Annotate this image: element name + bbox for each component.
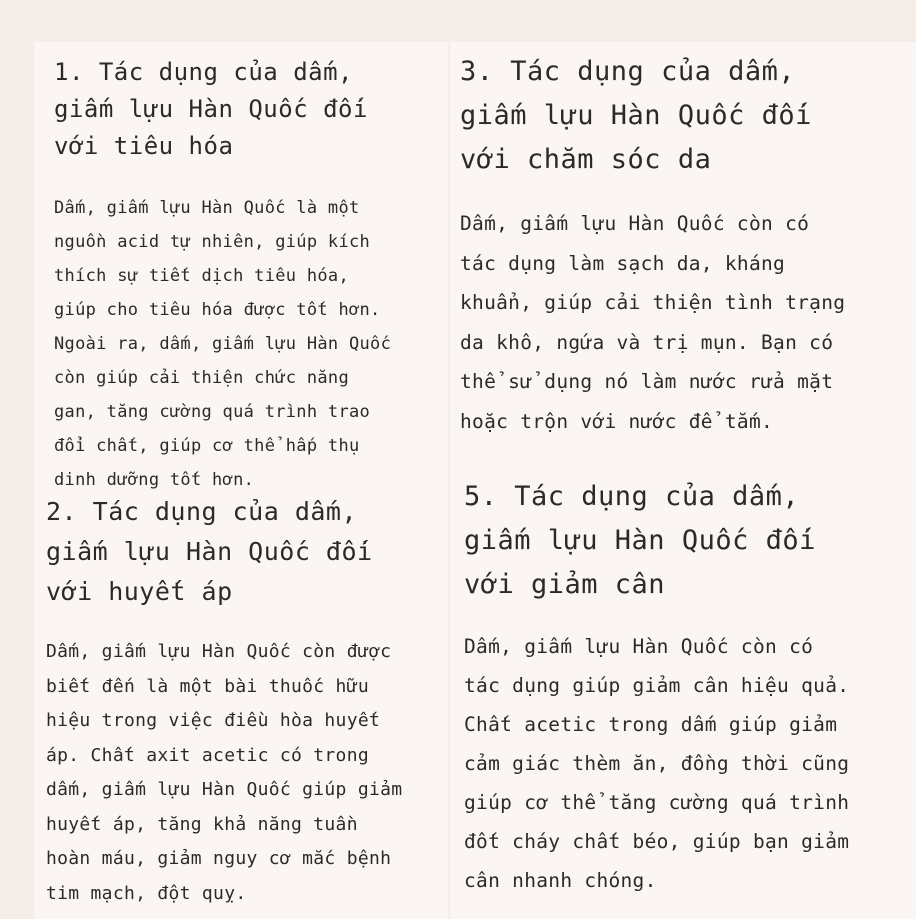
section-body: Dấm, giấm lựu Hàn Quốc là một nguồn acid tự nhiên, giúp kích thích sự tiết dịch tiêu hóa, giúp cho tiêu hóa được tốt hơn. Ngoài ra, dấm, giấm lựu Hàn Quốc còn giúp cải thiện chức năng gan, tăng cường quá trình trao đổi chất, giúp cơ thể hấp thụ dinh dưỡng tốt hơn. — [54, 198, 392, 490]
section-title: 1. Tác dụng của dấm, giấm lựu Hàn Quốc đối với tiêu hóa — [54, 58, 368, 160]
section-title: 5. Tác dụng của dấm, giấm lựu Hàn Quốc đối với giảm cân — [464, 481, 816, 600]
section-skin-care — [460, 50, 910, 441]
section-blood-pressure — [46, 492, 446, 911]
section-weight-loss — [464, 475, 914, 900]
section-body: Dấm, giấm lựu Hàn Quốc còn được biết đến là một bài thuốc hữu hiệu trong việc điều hòa huyết áp. Chất axit acetic có trong dấm, giấm lựu Hàn Quốc giúp giảm huyết áp, tăng khả năng tuần hoàn máu, giảm nguy cơ mắc bệnh tim mạch, đột quỵ. — [46, 641, 403, 904]
section-title: 3. Tác dụng của dấm, giấm lựu Hàn Quốc đối với chăm sóc da — [460, 56, 812, 175]
section-body: Dấm, giấm lựu Hàn Quốc còn có tác dụng làm sạch da, kháng khuẩn, giúp cải thiện tình trạng da khô, ngứa và trị mụn. Bạn có thể sử dụng nó làm nước rửa mặt hoặc trộn với nước để tắm. — [460, 212, 846, 433]
section-body: Dấm, giấm lựu Hàn Quốc còn có tác dụng giúp giảm cân hiệu quả. Chất acetic trong dấm giúp giảm cảm giác thèm ăn, đồng thời cũng giúp cơ thể tăng cường quá trình đốt cháy chất béo, giúp bạn giảm cân nhanh chóng. — [464, 635, 850, 892]
section-title: 2. Tác dụng của dấm, giấm lựu Hàn Quốc đối với huyết áp — [46, 497, 373, 606]
section-digestion — [54, 54, 444, 497]
